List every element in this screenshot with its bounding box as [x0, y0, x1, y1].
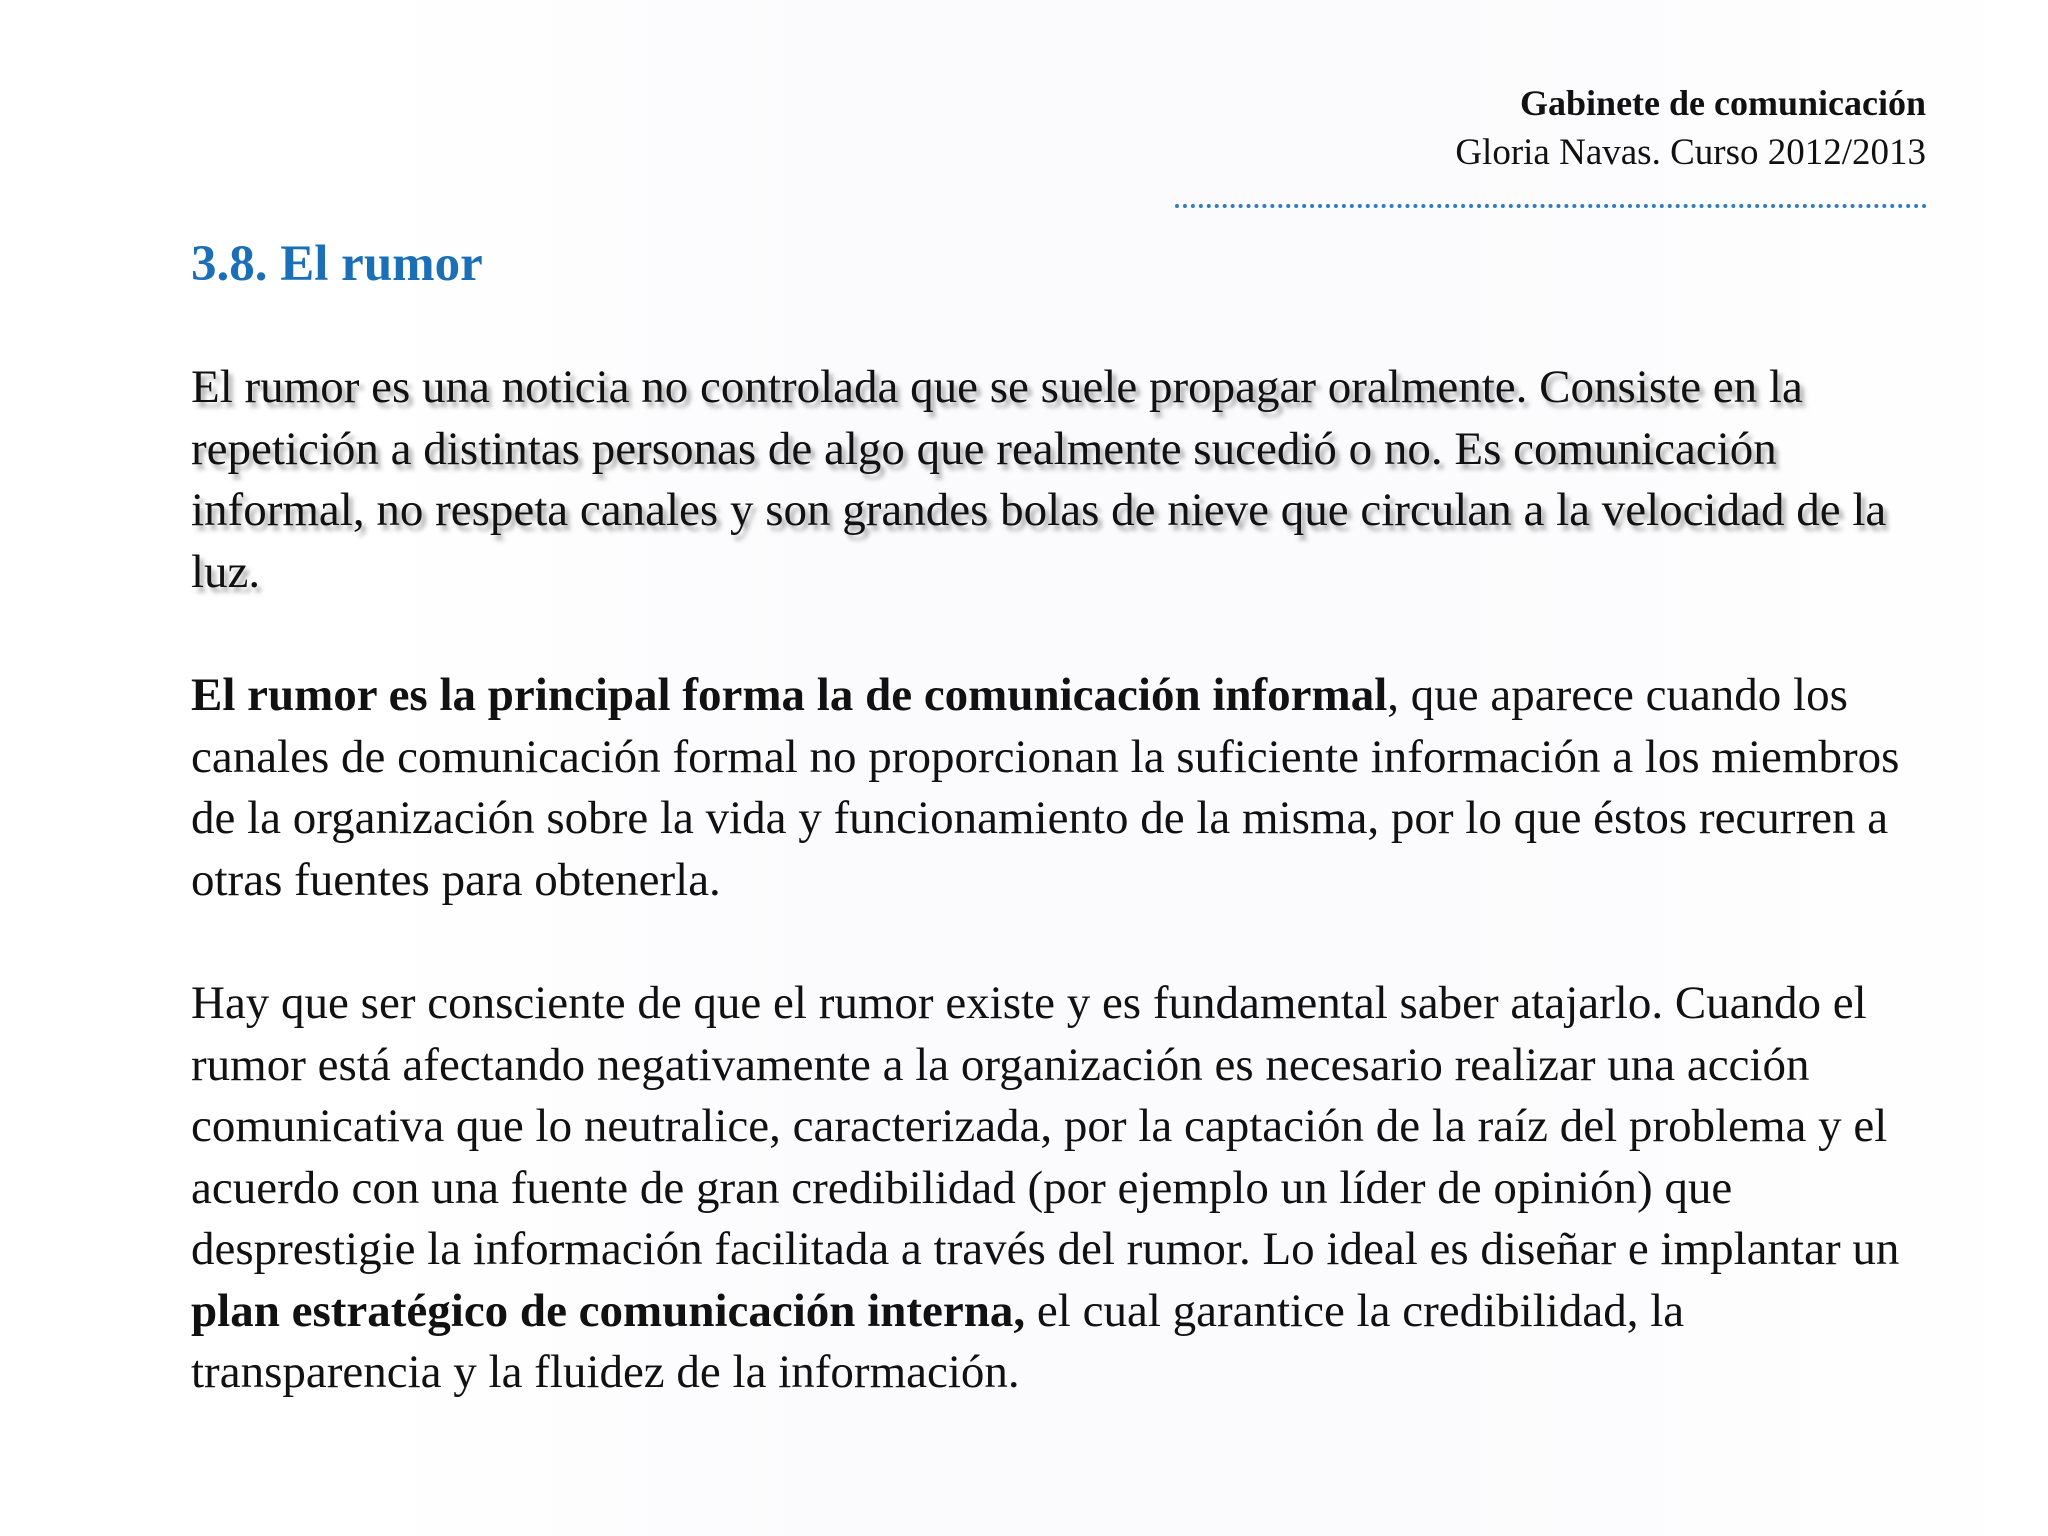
- paragraph-informal-communication: [191, 665, 1911, 911]
- page-header: [1455, 78, 1926, 178]
- header-title: Gabinete de comunicación: [1520, 83, 1926, 123]
- paragraph-bold-phrase: plan estratégico de comunicación interna,: [191, 1284, 1026, 1337]
- paragraph-strategy: [191, 973, 1911, 1404]
- header-subtitle: Gloria Navas. Curso 2012/2013: [1455, 132, 1926, 173]
- paragraph-lead: Hay que ser consciente de que el rumor existe y es fundamental saber atajarlo. Cuando el rumor está afectando negativamente a la organización es necesario realizar una acción comunicativa que lo neutralice, caracterizada, por la captación de la raíz del problema y el acuerdo con una fuente de gran credibilidad (por ejemplo un líder de opinión) que desprestigie la información facilitada a través del rumor. Lo ideal es diseñar e implantar un: [191, 977, 1900, 1275]
- header-dotted-divider: [1175, 204, 1927, 208]
- paragraph-bold-lead: El rumor es la principal forma la de comunicación informal: [191, 669, 1388, 721]
- section-title: 3.8. El rumor: [191, 236, 483, 292]
- paragraph-definition: El rumor es una noticia no controlada que se suele propagar oralmente. Consiste en la repetición a distintas personas de algo que realmente sucedió o no. Es comunicación informal, no respeta canales y son grandes bolas de nieve que circulan a la velocidad de la luz.: [191, 361, 1887, 598]
- paragraph-tail: el cual garantice la credibilidad, la transparencia y la fluidez de la información.: [191, 1284, 1685, 1398]
- paragraph-rest: , que aparece cuando los canales de comunicación formal no proporcionan la suficiente información a los miembros de la organización sobre la vida y funcionamiento de la misma, por lo que éstos recurren a otras fuentes para obtenerla.: [191, 669, 1900, 906]
